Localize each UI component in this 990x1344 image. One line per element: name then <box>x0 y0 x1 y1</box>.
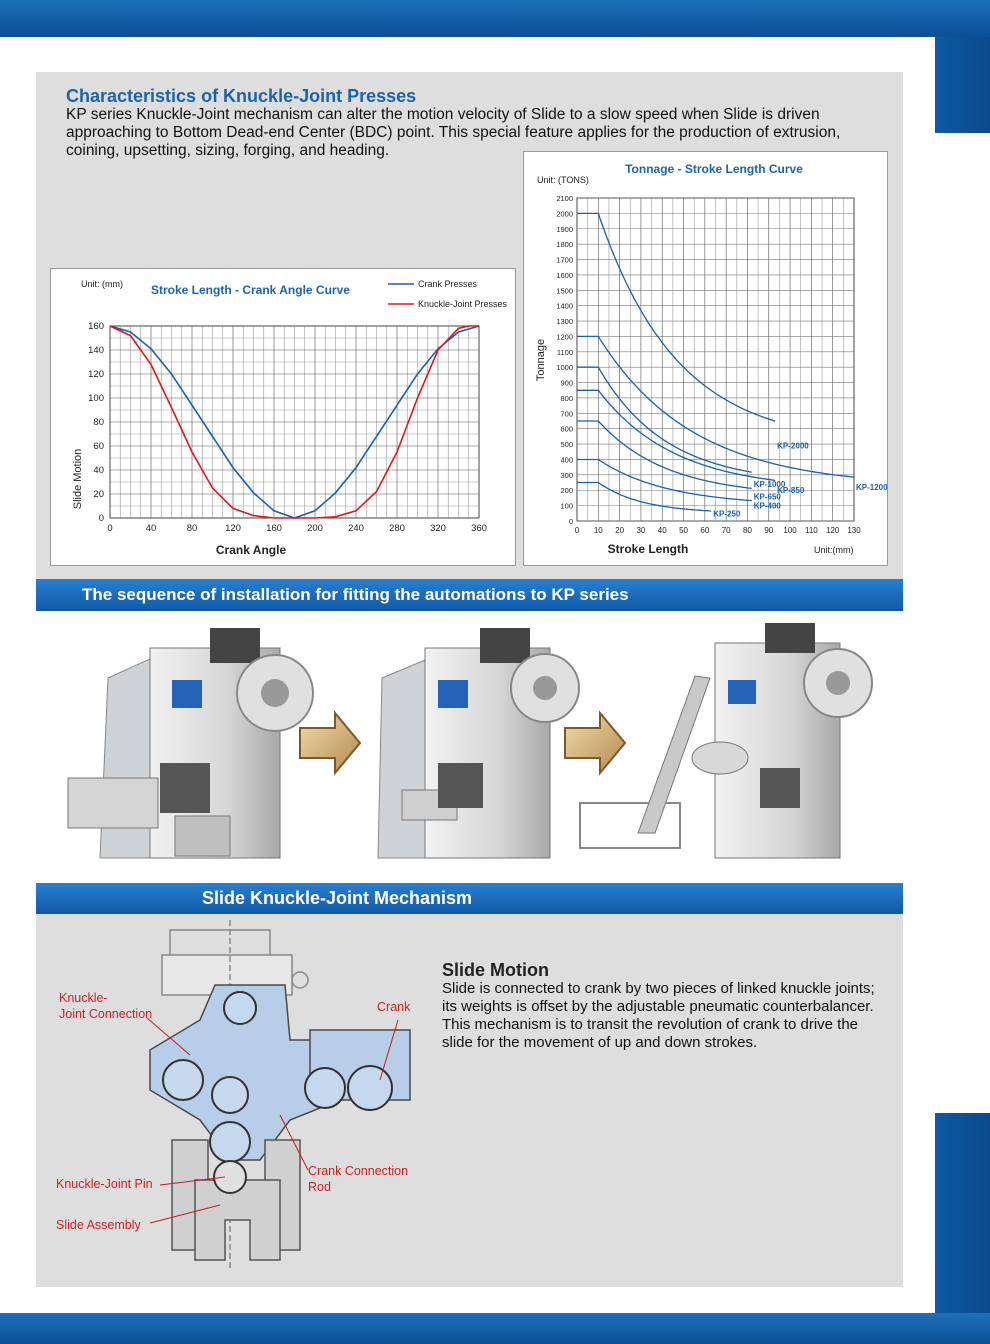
y-tick-label: 400 <box>560 455 573 465</box>
label-crank-connection-rod-line2: Rod <box>308 1180 331 1194</box>
x-tick-label: 320 <box>430 523 446 534</box>
series-label: KP-650 <box>753 492 781 502</box>
x-axis-label: Crank Angle <box>215 543 287 557</box>
series-label: KP-2000 <box>777 441 809 451</box>
x-tick-label: 90 <box>764 526 774 535</box>
y-tick-label: 80 <box>93 417 104 428</box>
y-tick-label: 140 <box>88 345 104 356</box>
x-tick-label: 80 <box>186 523 198 534</box>
stroke-crank-chart-svg <box>51 269 517 567</box>
x-tick-label: 20 <box>615 526 625 535</box>
x-tick-label: 30 <box>636 526 646 535</box>
x-tick-label: 80 <box>743 526 752 535</box>
series-label: KP-850 <box>777 486 805 496</box>
slide-motion-description: Slide is connected to crank by two pieces of linked knuckle joints; its weights is offset by the adjustable pneumatic counterbalancer. This mechanism is to transit the revolution of crank to drive the slide for the movement of up and down strokes. <box>442 980 875 1051</box>
chart-title: Tonnage - Stroke Length Curve <box>625 162 803 176</box>
label-knuckle-joint-connection-line2: Joint Connection <box>59 1007 153 1021</box>
side-tab-bottom <box>935 1113 990 1313</box>
x-tick-label: 120 <box>225 523 241 534</box>
arrow-1 <box>300 713 360 773</box>
y-tick-label: 900 <box>560 378 573 388</box>
label-slide-assembly: Slide Assembly <box>56 1218 141 1232</box>
x-tick-label: 280 <box>389 523 405 534</box>
series-label: KP-1000 <box>753 480 786 490</box>
legend-label: Crank Presses <box>418 279 478 289</box>
y-tick-label: 1600 <box>556 270 573 280</box>
tonnage-stroke-chart <box>523 151 888 566</box>
y-tick-label: 0 <box>568 517 573 526</box>
label-knuckle-joint-pin: Knuckle-Joint Pin <box>56 1177 153 1191</box>
y-tick-label: 0 <box>98 513 104 524</box>
bottom-banner <box>0 1313 990 1344</box>
y-tick-label: 120 <box>88 369 104 380</box>
top-banner <box>0 0 990 37</box>
stroke-crank-chart <box>50 268 516 566</box>
y-tick-label: 1800 <box>556 240 573 250</box>
x-tick-label: 240 <box>348 523 364 534</box>
y-tick-label: 1500 <box>556 286 573 296</box>
y-tick-label: 40 <box>93 465 104 476</box>
series-label: KP-400 <box>753 501 781 511</box>
label-crank: Crank <box>377 1000 411 1014</box>
y-tick-label: 1900 <box>556 224 573 234</box>
y-tick-label: 800 <box>560 393 573 403</box>
y-tick-label: 500 <box>560 440 573 450</box>
installation-header <box>36 579 903 611</box>
y-tick-label: 300 <box>560 470 573 480</box>
x-tick-label: 40 <box>145 523 157 534</box>
label-crank-connection-rod <box>308 1163 408 1195</box>
y-tick-label: 2100 <box>556 194 573 203</box>
slide-motion-title: Slide Motion <box>442 960 549 980</box>
x-tick-label: 120 <box>826 526 840 535</box>
x-tick-label: 200 <box>307 523 323 534</box>
chart-unit: Unit: (mm) <box>81 279 123 289</box>
tonnage-stroke-chart-svg <box>524 152 889 567</box>
x-tick-label: 0 <box>574 526 580 535</box>
x-tick-label: 60 <box>700 526 710 535</box>
x-tick-label: 10 <box>593 526 603 535</box>
y-tick-label: 1300 <box>556 317 573 327</box>
installation-sequence <box>60 618 880 866</box>
y-tick-label: 700 <box>560 409 573 419</box>
series-label: KP-250 <box>713 509 741 519</box>
x-tick-label: 50 <box>679 526 688 535</box>
installation-title: The sequence of installation for fitting the automations to KP series <box>82 585 629 604</box>
machine-1 <box>68 628 313 858</box>
x-tick-label: 160 <box>266 523 282 534</box>
intro-paragraph: KP series Knuckle-Joint mechanism can alter the motion velocity of Slide to a slow speed when Slide is driven approaching to Bottom Dead-end Center (BDC) point. This special feature applies for the production of extrusion, coining, upsetting, sizing, forging, and heading. <box>66 106 841 159</box>
mechanism-header <box>36 883 903 914</box>
mechanism-title: Slide Knuckle-Joint Mechanism <box>202 888 473 908</box>
y-tick-label: 2000 <box>556 209 573 219</box>
y-tick-label: 60 <box>93 441 104 452</box>
x-axis-unit: Unit:(mm) <box>814 545 854 555</box>
label-crank-connection-rod-line1: Crank Connection <box>308 1164 409 1178</box>
x-tick-label: 0 <box>107 523 113 534</box>
y-tick-label: 1000 <box>556 363 573 373</box>
y-tick-label: 100 <box>88 393 104 404</box>
arrow-2 <box>565 713 625 773</box>
x-tick-label: 40 <box>657 526 667 535</box>
y-tick-label: 1200 <box>556 332 573 342</box>
label-knuckle-joint-connection <box>59 990 152 1022</box>
machine-2 <box>378 628 579 858</box>
series-label: KP-1200 <box>856 483 888 493</box>
x-tick-label: 360 <box>471 523 487 534</box>
y-tick-label: 160 <box>88 321 104 332</box>
y-tick-label: 100 <box>560 501 573 511</box>
chart-title: Stroke Length - Crank Angle Curve <box>151 283 350 297</box>
x-axis-label: Stroke Length <box>607 542 689 556</box>
label-knuckle-joint-connection-line1: Knuckle- <box>59 991 108 1005</box>
y-tick-label: 1400 <box>556 301 573 311</box>
page-title: Characteristics of Knuckle-Joint Presses <box>66 86 417 106</box>
x-tick-label: 110 <box>805 526 818 535</box>
y-tick-label: 1100 <box>556 347 573 357</box>
y-axis-label: Slide Motion <box>72 448 84 510</box>
x-tick-label: 70 <box>721 526 731 535</box>
y-tick-label: 1700 <box>556 255 573 265</box>
y-axis-label: Tonnage <box>535 338 547 382</box>
side-tab-top <box>935 37 990 133</box>
y-tick-label: 600 <box>560 424 573 434</box>
x-tick-label: 130 <box>847 526 861 535</box>
y-tick-label: 20 <box>93 489 104 500</box>
legend-label: Knuckle-Joint Presses <box>418 299 508 309</box>
y-tick-label: 200 <box>560 486 573 496</box>
chart-unit: Unit: (TONS) <box>537 175 589 185</box>
x-tick-label: 100 <box>783 526 797 535</box>
